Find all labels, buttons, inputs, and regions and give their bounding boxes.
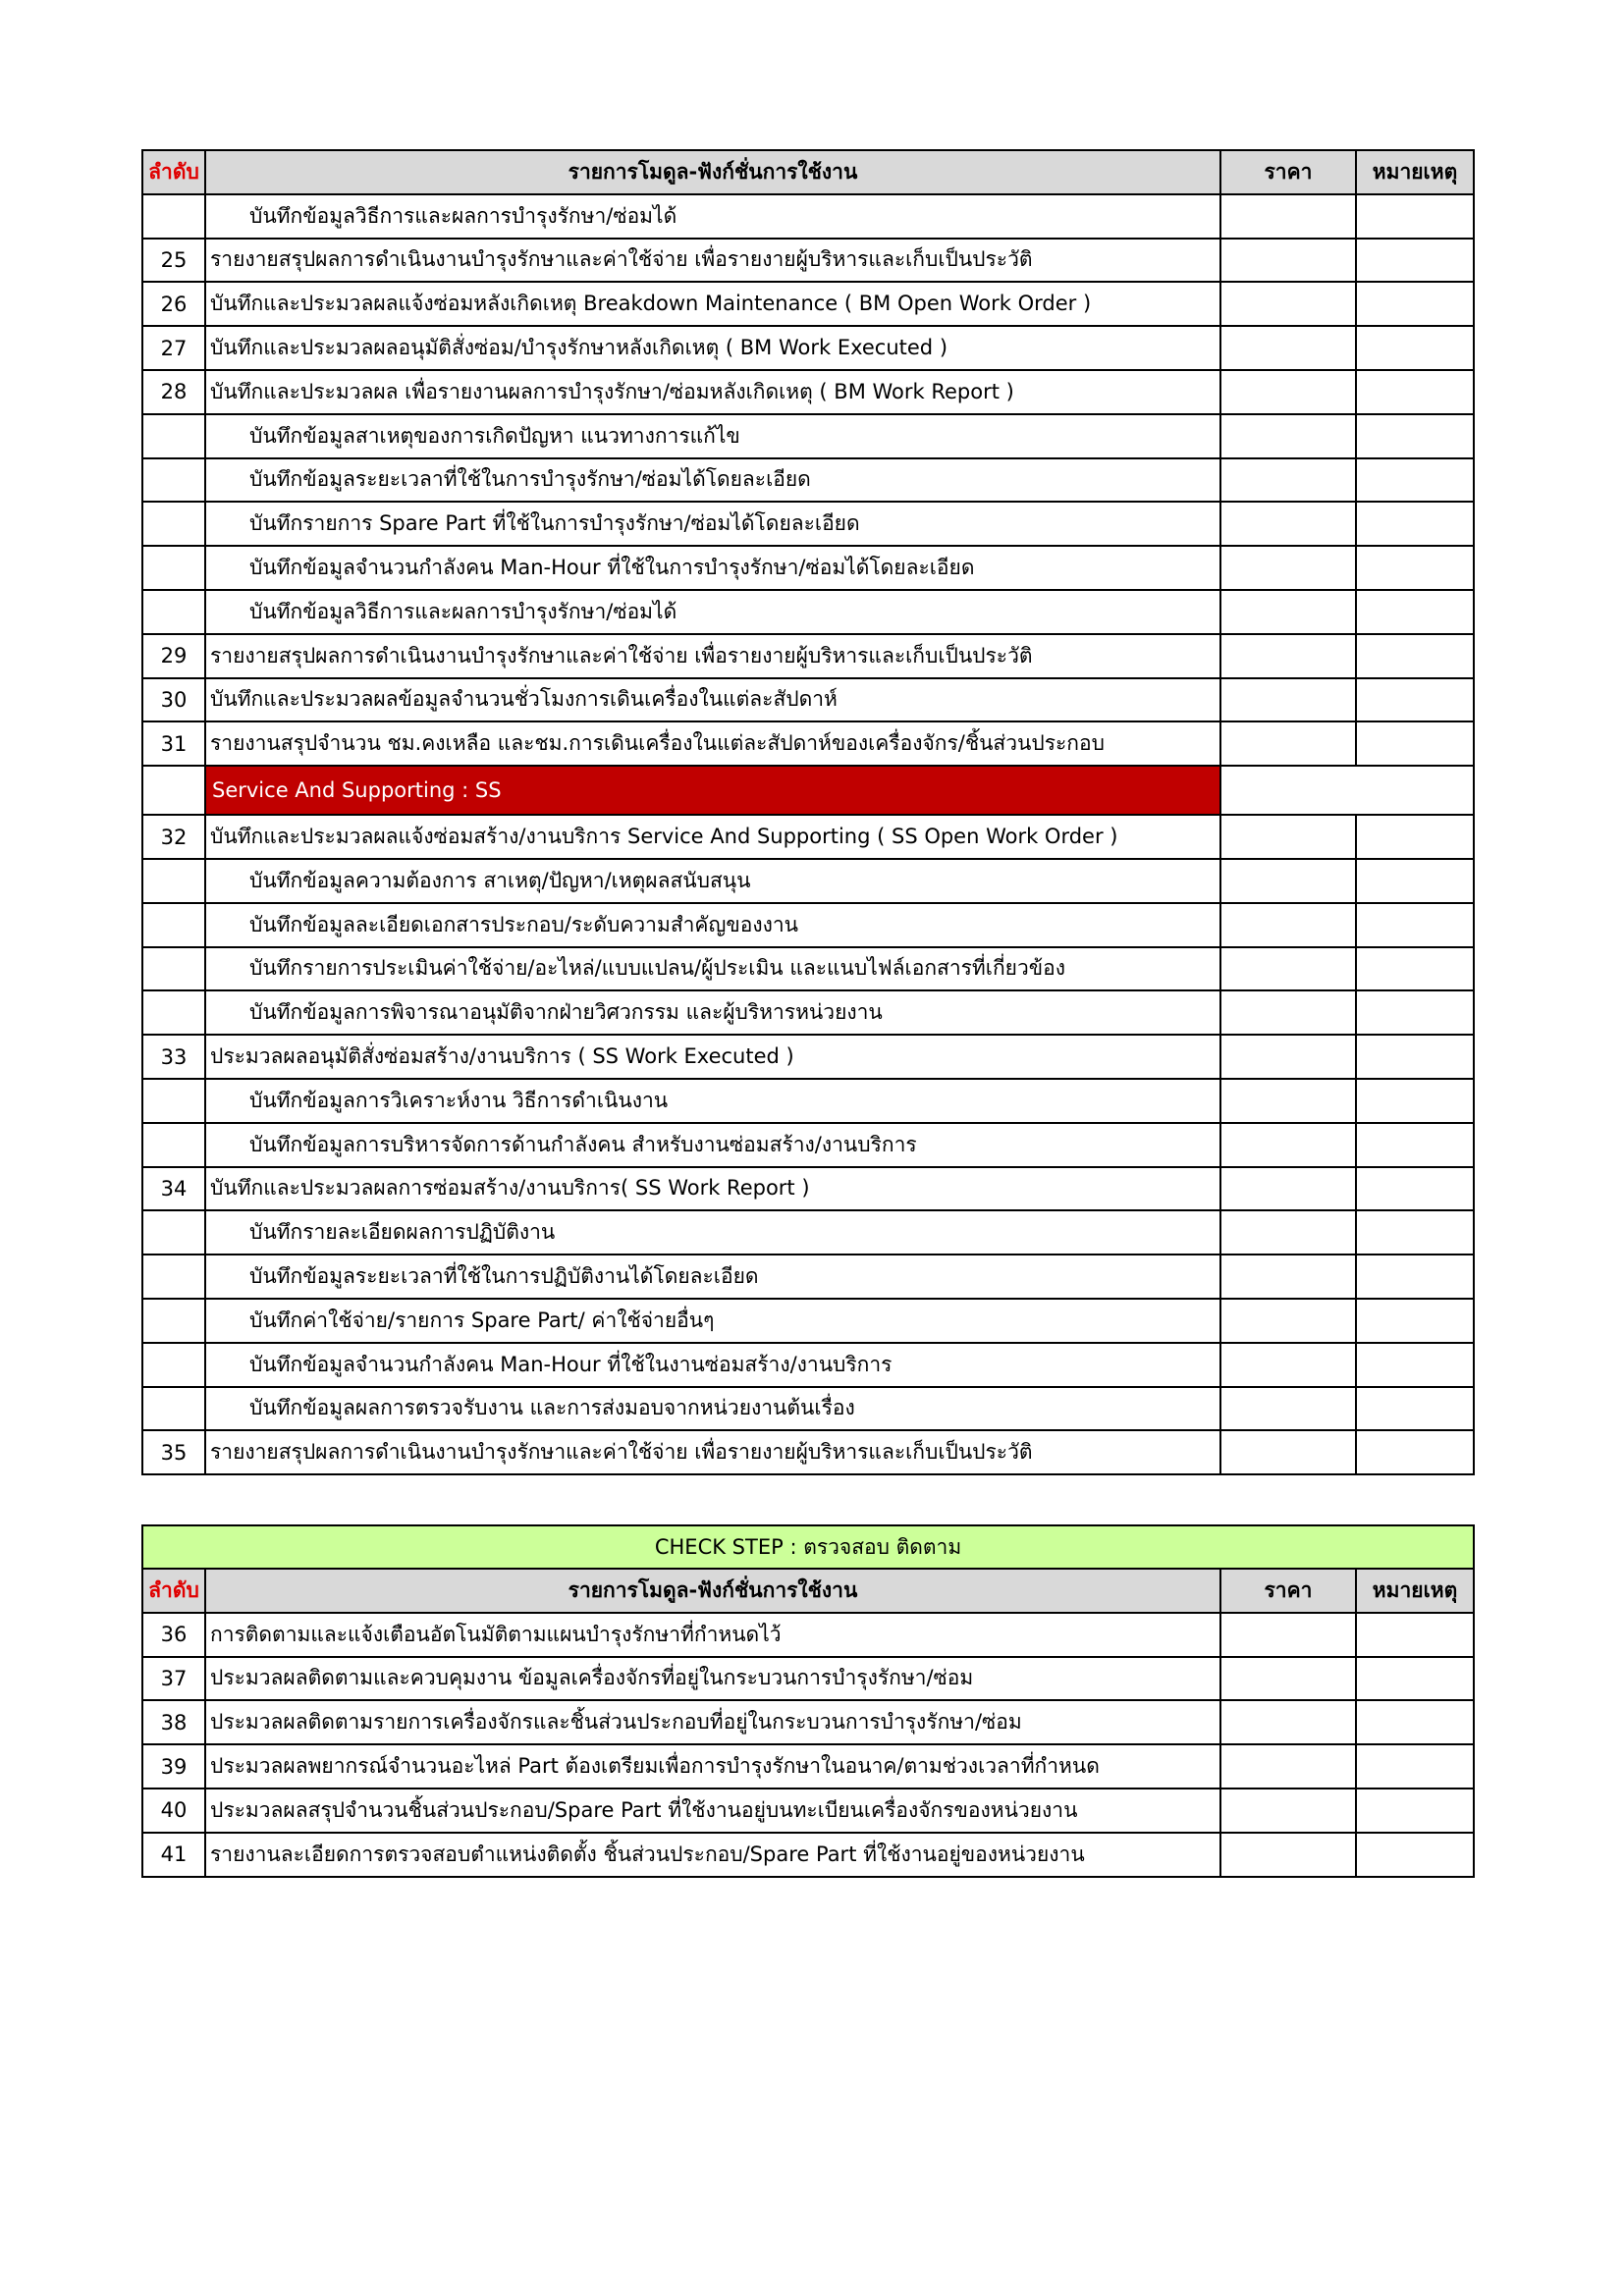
row-description: บันทึกรายละเอียดผลการปฏิบัติงาน	[205, 1210, 1220, 1255]
row-description: บันทึกและประมวลผลการซ่อมสร้าง/งานบริการ( SS Work Report )	[205, 1167, 1220, 1211]
row-number	[142, 546, 205, 590]
row-note-cell	[1356, 903, 1474, 947]
table-row	[142, 546, 1474, 590]
table-row	[142, 990, 1474, 1035]
row-note-cell	[1356, 1744, 1474, 1789]
row-description: รายงายสรุปผลการดำเนินงานบำรุงรักษาและค่าใช้จ่าย เพื่อรายงายผู้บริหารและเก็บเป็นประวัติ	[205, 1430, 1220, 1474]
row-note-cell	[1356, 1079, 1474, 1123]
table-row	[142, 282, 1474, 326]
row-note-cell	[1356, 1255, 1474, 1299]
row-description: บันทึกข้อมูลผลการตรวจรับงาน และการส่งมอบจากหน่วยงานต้นเรื่อง	[205, 1387, 1220, 1431]
row-price-cell	[1220, 370, 1356, 414]
row-price-cell	[1220, 502, 1356, 546]
section-label: Service And Supporting : SS	[205, 766, 1220, 815]
row-note-cell	[1356, 239, 1474, 283]
row-note-cell	[1356, 1789, 1474, 1833]
row-price-cell	[1220, 414, 1356, 458]
row-price-cell	[1220, 1789, 1356, 1833]
table-row	[142, 414, 1474, 458]
header-no: ลำดับ	[142, 150, 205, 194]
row-note-cell	[1356, 546, 1474, 590]
table-row	[142, 903, 1474, 947]
table-row	[142, 947, 1474, 991]
row-description: บันทึกรายการ Spare Part ที่ใช้ในการบำรุงรักษา/ซ่อมได้โดยละเอียด	[205, 502, 1220, 546]
row-number: 34	[142, 1167, 205, 1211]
row-price-cell	[1220, 1613, 1356, 1657]
row-note-cell	[1356, 1210, 1474, 1255]
row-price-cell	[1220, 1167, 1356, 1211]
row-note-cell	[1356, 1387, 1474, 1431]
row-note-cell	[1356, 1167, 1474, 1211]
table-row	[142, 1035, 1474, 1079]
row-number	[142, 414, 205, 458]
row-price-cell	[1220, 546, 1356, 590]
row-number: 40	[142, 1789, 205, 1833]
row-price-cell	[1220, 282, 1356, 326]
row-price-cell	[1220, 721, 1356, 766]
section-merged-cell	[1220, 766, 1474, 815]
row-note-cell	[1356, 859, 1474, 903]
table-row	[142, 1744, 1474, 1789]
check-step-title-row	[142, 1525, 1474, 1569]
table-row	[142, 1833, 1474, 1877]
row-price-cell	[1220, 1079, 1356, 1123]
section-no-cell	[142, 766, 205, 815]
row-number	[142, 590, 205, 634]
table-row	[142, 1700, 1474, 1744]
row-description: บันทึกรายการประเมินค่าใช้จ่าย/อะไหล่/แบบแปลน/ผู้ประเมิน และแนบไฟล์เอกสารที่เกี่ยวข้อง	[205, 947, 1220, 991]
row-description: บันทึกข้อมูลจำนวนกำลังคน Man-Hour ที่ใช้ในงานซ่อมสร้าง/งานบริการ	[205, 1343, 1220, 1387]
row-price-cell	[1220, 678, 1356, 722]
row-note-cell	[1356, 721, 1474, 766]
row-price-cell	[1220, 1430, 1356, 1474]
row-price-cell	[1220, 1299, 1356, 1343]
header-no: ลำดับ	[142, 1569, 205, 1613]
row-note-cell	[1356, 1613, 1474, 1657]
row-description: บันทึกข้อมูลการวิเคราะห์งาน วิธีการดำเนินงาน	[205, 1079, 1220, 1123]
row-number: 39	[142, 1744, 205, 1789]
row-number	[142, 194, 205, 239]
row-description: ประมวลผลพยากรณ์จำนวนอะไหล่ Part ต้องเตรียมเพื่อการบำรุงรักษาในอนาค/ตามช่วงเวลาที่กำหนด	[205, 1744, 1220, 1789]
row-description: บันทึกข้อมูลละเอียดเอกสารประกอบ/ระดับความสำคัญของงาน	[205, 903, 1220, 947]
row-price-cell	[1220, 903, 1356, 947]
row-description: บันทึกและประมวลผล เพื่อรายงานผลการบำรุงรักษา/ซ่อมหลังเกิดเหตุ ( BM Work Report )	[205, 370, 1220, 414]
module-table-do	[141, 149, 1475, 1475]
row-note-cell	[1356, 1700, 1474, 1744]
row-description: บันทึกข้อมูลวิธีการและผลการบำรุงรักษา/ซ่อมได้	[205, 590, 1220, 634]
row-note-cell	[1356, 414, 1474, 458]
row-description: การติดตามและแจ้งเตือนอัตโนมัติตามแผนบำรุงรักษาที่กำหนดไว้	[205, 1613, 1220, 1657]
row-description: บันทึกข้อมูลระยะเวลาที่ใช้ในการปฏิบัติงานได้โดยละเอียด	[205, 1255, 1220, 1299]
header-price: ราคา	[1220, 1569, 1356, 1613]
row-note-cell	[1356, 1657, 1474, 1701]
row-description: บันทึกข้อมูลจำนวนกำลังคน Man-Hour ที่ใช้ในการบำรุงรักษา/ซ่อมได้โดยละเอียด	[205, 546, 1220, 590]
row-note-cell	[1356, 370, 1474, 414]
row-description: ประมวลผลติดตามและควบคุมงาน ข้อมูลเครื่องจักรที่อยู่ในกระบวนการบำรุงรักษา/ซ่อม	[205, 1657, 1220, 1701]
row-description: บันทึกข้อมูลระยะเวลาที่ใช้ในการบำรุงรักษา/ซ่อมได้โดยละเอียด	[205, 458, 1220, 503]
row-note-cell	[1356, 1343, 1474, 1387]
row-price-cell	[1220, 239, 1356, 283]
row-note-cell	[1356, 1123, 1474, 1167]
row-price-cell	[1220, 194, 1356, 239]
module-table-check	[141, 1524, 1475, 1878]
row-price-cell	[1220, 1833, 1356, 1877]
row-description: บันทึกและประมวลผลข้อมูลจำนวนชั่วโมงการเดินเครื่องในแต่ละสัปดาห์	[205, 678, 1220, 722]
row-price-cell	[1220, 458, 1356, 503]
row-number: 25	[142, 239, 205, 283]
row-description: รายงานละเอียดการตรวจสอบตำแหน่งติดตั้ง ชิ้นส่วนประกอบ/Spare Part ที่ใช้งานอยู่ของหน่วยงาน	[205, 1833, 1220, 1877]
row-number: 27	[142, 326, 205, 370]
row-description: รายงายสรุปผลการดำเนินงานบำรุงรักษาและค่าใช้จ่าย เพื่อรายงายผู้บริหารและเก็บเป็นประวัติ	[205, 239, 1220, 283]
row-description: บันทึกและประมวลผลอนุมัติสั่งซ่อม/บำรุงรักษาหลังเกิดเหตุ ( BM Work Executed )	[205, 326, 1220, 370]
row-number: 30	[142, 678, 205, 722]
row-price-cell	[1220, 1657, 1356, 1701]
table-row	[142, 590, 1474, 634]
header-item: รายการโมดูล-ฟังก์ชั่นการใช้งาน	[205, 1569, 1220, 1613]
table-header-row	[142, 150, 1474, 194]
table-row	[142, 634, 1474, 678]
row-number	[142, 1343, 205, 1387]
row-number	[142, 1079, 205, 1123]
row-note-cell	[1356, 1833, 1474, 1877]
row-note-cell	[1356, 1035, 1474, 1079]
table-row	[142, 721, 1474, 766]
row-price-cell	[1220, 1255, 1356, 1299]
row-price-cell	[1220, 815, 1356, 859]
row-price-cell	[1220, 1343, 1356, 1387]
row-price-cell	[1220, 947, 1356, 991]
table-row	[142, 1387, 1474, 1431]
table-row	[142, 1079, 1474, 1123]
table-row	[142, 1123, 1474, 1167]
row-description: บันทึกข้อมูลวิธีการและผลการบำรุงรักษา/ซ่อมได้	[205, 194, 1220, 239]
row-number	[142, 502, 205, 546]
row-number	[142, 1255, 205, 1299]
row-number	[142, 947, 205, 991]
row-description: บันทึกข้อมูลการพิจารณาอนุมัติจากฝ่ายวิศวกรรม และผู้บริหารหน่วยงาน	[205, 990, 1220, 1035]
row-price-cell	[1220, 1387, 1356, 1431]
table-row	[142, 859, 1474, 903]
row-number: 29	[142, 634, 205, 678]
row-number: 26	[142, 282, 205, 326]
row-description: ประมวลผลอนุมัติสั่งซ่อมสร้าง/งานบริการ ( SS Work Executed )	[205, 1035, 1220, 1079]
row-description: บันทึกข้อมูลความต้องการ สาเหตุ/ปัญหา/เหตุผลสนับสนุน	[205, 859, 1220, 903]
row-price-cell	[1220, 1035, 1356, 1079]
header-item: รายการโมดูล-ฟังก์ชั่นการใช้งาน	[205, 150, 1220, 194]
row-number	[142, 859, 205, 903]
row-price-cell	[1220, 1123, 1356, 1167]
table-header-row	[142, 1569, 1474, 1613]
row-description: ประมวลผลติดตามรายการเครื่องจักรและชิ้นส่วนประกอบที่อยู่ในกระบวนการบำรุงรักษา/ซ่อม	[205, 1700, 1220, 1744]
section-row	[142, 766, 1474, 815]
row-description: รายงายสรุปผลการดำเนินงานบำรุงรักษาและค่าใช้จ่าย เพื่อรายงายผู้บริหารและเก็บเป็นประวัติ	[205, 634, 1220, 678]
row-note-cell	[1356, 502, 1474, 546]
check-step-title: CHECK STEP : ตรวจสอบ ติดตาม	[142, 1525, 1474, 1569]
row-price-cell	[1220, 990, 1356, 1035]
row-number	[142, 1299, 205, 1343]
row-description: บันทึกข้อมูลสาเหตุของการเกิดปัญหา แนวทางการแก้ไข	[205, 414, 1220, 458]
row-number: 28	[142, 370, 205, 414]
table-row	[142, 326, 1474, 370]
row-note-cell	[1356, 947, 1474, 991]
row-description: บันทึกข้อมูลการบริหารจัดการด้านกำลังคน สำหรับงานซ่อมสร้าง/งานบริการ	[205, 1123, 1220, 1167]
table-row	[142, 1657, 1474, 1701]
row-description: ประมวลผลสรุปจำนวนชิ้นส่วนประกอบ/Spare Part ที่ใช้งานอยู่บนทะเบียนเครื่องจักรของหน่วยงาน	[205, 1789, 1220, 1833]
row-note-cell	[1356, 1299, 1474, 1343]
table-row	[142, 1299, 1474, 1343]
header-note: หมายเหตุ	[1356, 1569, 1474, 1613]
row-description: บันทึกและประมวลผลแจ้งซ่อมสร้าง/งานบริการ Service And Supporting ( SS Open Work Order )	[205, 815, 1220, 859]
row-note-cell	[1356, 990, 1474, 1035]
row-number: 38	[142, 1700, 205, 1744]
row-number	[142, 990, 205, 1035]
table-row	[142, 1613, 1474, 1657]
header-price: ราคา	[1220, 150, 1356, 194]
row-note-cell	[1356, 194, 1474, 239]
row-note-cell	[1356, 458, 1474, 503]
row-number: 37	[142, 1657, 205, 1701]
row-note-cell	[1356, 678, 1474, 722]
row-number	[142, 458, 205, 503]
row-price-cell	[1220, 634, 1356, 678]
table-row	[142, 1430, 1474, 1474]
table-row	[142, 678, 1474, 722]
table-row	[142, 1210, 1474, 1255]
row-number	[142, 903, 205, 947]
row-price-cell	[1220, 1210, 1356, 1255]
table-row	[142, 1167, 1474, 1211]
table-row	[142, 239, 1474, 283]
row-note-cell	[1356, 590, 1474, 634]
row-note-cell	[1356, 326, 1474, 370]
row-number: 32	[142, 815, 205, 859]
row-price-cell	[1220, 859, 1356, 903]
row-number	[142, 1123, 205, 1167]
table-row	[142, 194, 1474, 239]
table-row	[142, 458, 1474, 503]
table-row	[142, 1789, 1474, 1833]
row-note-cell	[1356, 815, 1474, 859]
row-price-cell	[1220, 1700, 1356, 1744]
row-note-cell	[1356, 634, 1474, 678]
row-note-cell	[1356, 1430, 1474, 1474]
row-description: บันทึกค่าใช้จ่าย/รายการ Spare Part/ ค่าใช้จ่ายอื่นๆ	[205, 1299, 1220, 1343]
table-row	[142, 502, 1474, 546]
row-note-cell	[1356, 282, 1474, 326]
table-row	[142, 370, 1474, 414]
table-row	[142, 815, 1474, 859]
row-number: 35	[142, 1430, 205, 1474]
row-number: 36	[142, 1613, 205, 1657]
header-note: หมายเหตุ	[1356, 150, 1474, 194]
row-description: บันทึกและประมวลผลแจ้งซ่อมหลังเกิดเหตุ Breakdown Maintenance ( BM Open Work Order )	[205, 282, 1220, 326]
table-row	[142, 1255, 1474, 1299]
row-price-cell	[1220, 590, 1356, 634]
row-number: 31	[142, 721, 205, 766]
row-number: 41	[142, 1833, 205, 1877]
table-row	[142, 1343, 1474, 1387]
row-description: รายงานสรุปจำนวน ชม.คงเหลือ และชม.การเดินเครื่องในแต่ละสัปดาห์ของเครื่องจักร/ชิ้นส่วนประกอบ	[205, 721, 1220, 766]
row-number: 33	[142, 1035, 205, 1079]
row-price-cell	[1220, 326, 1356, 370]
row-number	[142, 1387, 205, 1431]
row-price-cell	[1220, 1744, 1356, 1789]
row-number	[142, 1210, 205, 1255]
